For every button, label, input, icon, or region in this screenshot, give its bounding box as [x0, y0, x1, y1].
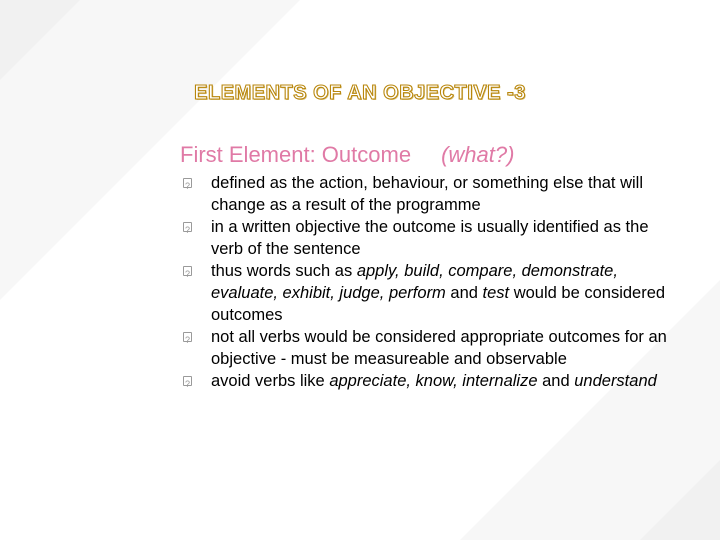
section-heading-question: (what?) — [441, 142, 515, 167]
bullet-text: and — [537, 372, 575, 390]
section-heading-label: First Element: Outcome — [180, 142, 412, 167]
bullet-marker-icon — [183, 178, 192, 188]
bullet-item — [175, 172, 675, 216]
bullet-marker-icon — [183, 332, 192, 342]
bullet-item — [175, 326, 675, 370]
bullet-item — [175, 216, 675, 260]
bullet-item — [175, 370, 675, 392]
bullet-text-italic: understand — [574, 372, 657, 390]
bullet-marker-icon — [183, 376, 192, 386]
bullet-text-italic: apply, build, compare, demonstrate, evaluate, exhibit, judge, perform — [211, 262, 618, 302]
slide-title: ELEMENTS OF AN OBJECTIVE -3 — [194, 82, 526, 104]
bullet-text: thus words such as — [211, 262, 357, 280]
bullet-text: not all verbs would be considered appropriate outcomes for an objective - must be measureable and observable — [211, 328, 667, 368]
bullet-text: avoid verbs like — [211, 372, 330, 390]
section-heading — [180, 142, 514, 168]
bullet-item — [175, 260, 675, 326]
bullet-marker-icon — [183, 222, 192, 232]
bullet-text-italic: appreciate, know, internalize — [329, 372, 538, 390]
bullet-text: in a written objective the outcome is usually identified as the verb of the sentence — [211, 218, 649, 258]
bullet-list — [175, 172, 675, 392]
bullet-marker-icon — [183, 266, 192, 276]
bullet-text: and — [445, 284, 483, 302]
bullet-text-italic: test — [482, 284, 510, 302]
bullet-text: defined as the action, behaviour, or something else that will change as a result of the programme — [211, 174, 644, 214]
bullet-text: would be considered outcomes — [211, 284, 666, 324]
